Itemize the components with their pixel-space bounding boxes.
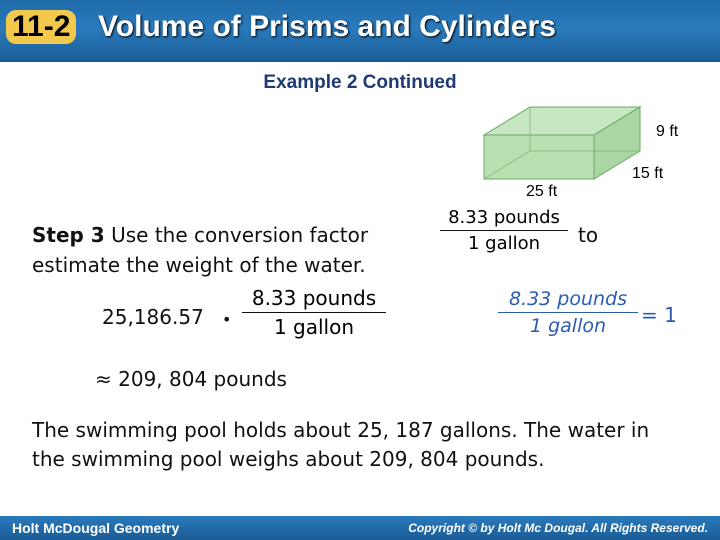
prism-front-face (484, 135, 594, 179)
calc-fraction-numerator: 8.33 pounds (251, 286, 377, 310)
fraction-bar (498, 312, 638, 313)
step3-line2: estimate the weight of the water. (32, 253, 366, 277)
calc-fraction-denominator: 1 gallon (273, 315, 355, 339)
lesson-title: Volume of Prisms and Cylinders (98, 10, 556, 43)
step3-label: Step 3 (32, 223, 105, 247)
step3-to: to (578, 223, 599, 247)
identity-equals-one: = 1 (641, 303, 677, 327)
calc-multiply-dot: • (222, 310, 232, 329)
footer-copyright: Copyright © by Holt Mc Dougal. All Rights Reserved. (408, 521, 708, 535)
conclusion-text: The swimming pool holds about 25, 187 gallons. The water in the swimming pool weighs about 209, 804 pounds. (32, 418, 650, 471)
identity-numerator: 8.33 pounds (508, 288, 628, 310)
footer-course: Holt McDougal Geometry (12, 520, 180, 536)
height-label: 9 ft (656, 123, 679, 140)
lesson-number-badge: 11-2 (6, 10, 76, 44)
identity-fraction (498, 288, 638, 337)
slide-subtitle: Example 2 Continued (263, 72, 457, 93)
fraction-bar (242, 312, 386, 313)
conversion-factor (440, 207, 568, 254)
calc-result: ≈ 209, 804 pounds (95, 367, 287, 391)
step3-text: Use the conversion factor (111, 223, 369, 247)
width-label: 15 ft (632, 165, 664, 182)
pool-prism-figure (470, 100, 690, 200)
footer-bar (0, 516, 720, 540)
step3-line1 (32, 221, 368, 250)
calc-volume: 25,186.57 (102, 305, 204, 329)
calc-fraction (242, 286, 386, 339)
title-bar (0, 0, 720, 62)
conversion-factor-numerator: 8.33 pounds (448, 207, 560, 228)
length-label: 25 ft (526, 183, 558, 200)
identity-denominator: 1 gallon (529, 315, 607, 337)
conversion-factor-denominator: 1 gallon (467, 233, 541, 254)
fraction-bar (440, 230, 568, 231)
